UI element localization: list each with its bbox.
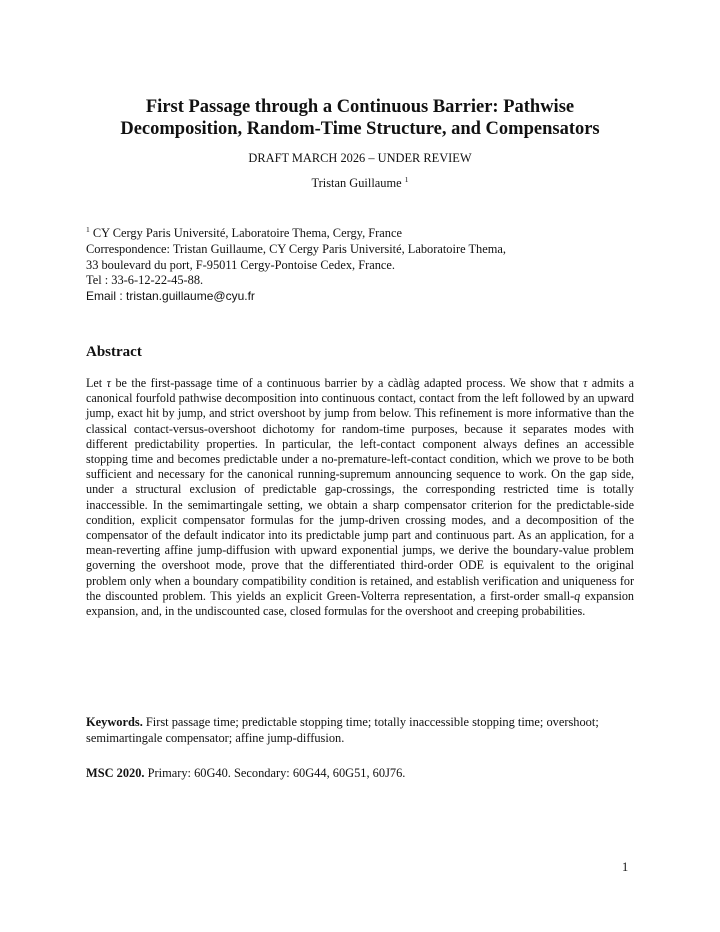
abstract-let: Let [86,376,107,390]
author-name: Tristan Guillaume [311,176,402,190]
keywords-label: Keywords. [86,715,143,729]
msc-text: Primary: 60G40. Secondary: 60G44, 60G51, 60J76. [144,766,406,780]
author-affiliation-marker: 1 [404,174,409,184]
affiliation-line-1 [86,226,646,242]
paper-title [60,96,660,140]
tau-symbol: τ [582,376,588,390]
q-symbol: q [574,588,581,603]
keywords-text: First passage time; predictable stopping time; totally inaccessible stopping time; overshoot; semimartingale compensator; affine jump-diffusion. [86,715,599,745]
affiliation-line-2: Correspondence: Tristan Guillaume, CY Cergy Paris Université, Laboratoire Thema, [86,241,506,256]
tau-symbol: τ [106,376,111,390]
author-line [60,175,660,191]
abstract-part-1: be the first-passage time of a continuous barrier by a càdlàg adapted process. We show that [111,376,583,390]
msc-label: MSC 2020. [86,766,145,780]
affiliation-line-4: Tel : 33-6-12-22-45-88. [86,273,204,288]
title-line-2: Decomposition, Random-Time Structure, and Compensators [120,119,600,139]
title-line-1: First Passage through a Continuous Barrier: Pathwise [145,97,575,117]
affiliation-text: CY Cergy Paris Université, Laboratoire Thema, Cergy, France [92,226,402,240]
affiliation-marker: 1 [86,224,90,234]
affiliation-block [86,226,646,305]
keywords [86,715,634,746]
msc-classification [86,766,634,782]
abstract-body [86,376,634,619]
abstract-heading: Abstract [86,344,142,360]
email-line[interactable]: Email : tristan.guillaume@cyu.fr [86,289,255,304]
draft-notice: DRAFT MARCH 2026 – UNDER REVIEW [248,151,472,165]
affiliation-line-3: 33 boulevard du port, F-95011 Cergy-Pontoise Cedex, France. [86,257,396,272]
page-number: 1 [622,860,629,874]
abstract-part-3: expansion expansion, and, in the undiscounted case, closed formulas for the overshoot and creeping probabilities. [86,588,634,619]
abstract-part-2: admits a canonical fourfold pathwise decomposition into continuous contact, contact from the left followed by an upward jump, exact hit by jump, and strict overshoot by jump from below. This refinement is more informative than the classical contact-versus-overshoot dichotomy for random-time purposes, because it separates modes with different predictability properties. In particular, the left-contact component always defines an accessible stopping time and becomes predictable under a no-premature-left-contact condition, which we prove to be both sufficient and necessary for the canonical running-supremum announcing sequence to work. On the gap side, under a structural exclusion of predictable gap-crossings, the corresponding restricted time is totally inaccessible. In the semimartingale setting, we obtain a sharp compensator criterion for the predictable-side condition, explicit compensator formulas for the jump-driven crossing modes, and a decomposition of the compensator of the default indicator into its predictable jump part and continuous part. As an application, for a mean-reverting affine jump-diffusion with upward exponential jumps, we derive the boundary-value problem governing the overshoot mode, prove that the differentiated third-order ODE is equivalent to the original problem only when a boundary compatibility condition is retained, and establish verification and uniqueness for the discounted problem. This yields an explicit Green-Volterra representation, a first-order small- [86,376,634,603]
